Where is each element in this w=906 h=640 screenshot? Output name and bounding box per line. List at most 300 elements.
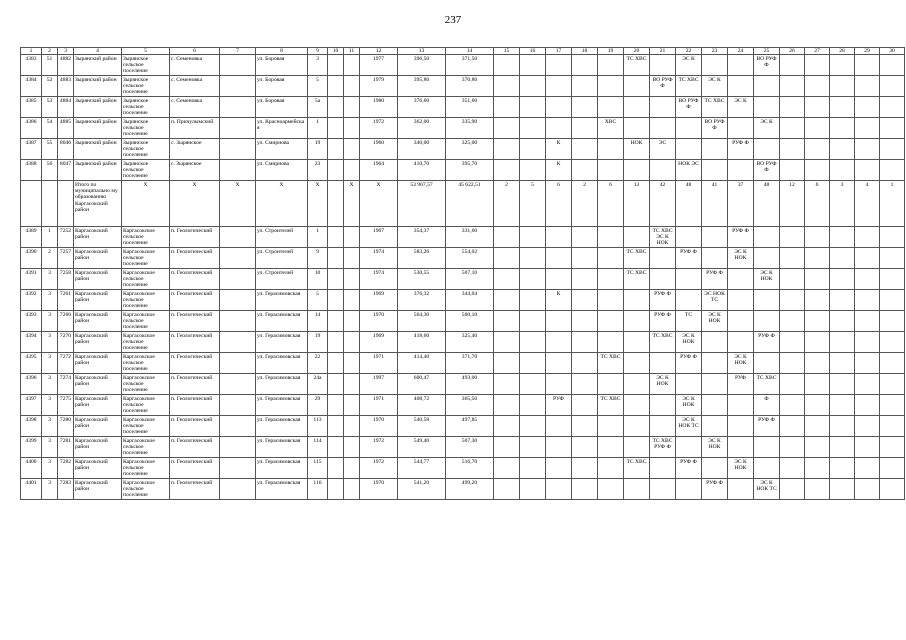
table-cell: Итого по муниципально му образованию Каргасокский район: [74, 181, 122, 227]
table-row: [21, 353, 905, 374]
table-cell: ВО РУФ Ф: [754, 160, 780, 181]
table-cell: [220, 118, 256, 139]
table-cell: [880, 437, 905, 458]
table-cell: 7282: [58, 458, 74, 479]
column-number: 15: [494, 48, 520, 55]
table-cell: [855, 248, 880, 269]
table-cell: [830, 139, 855, 160]
table-cell: [344, 458, 360, 479]
table-cell: Каргасокский район: [74, 332, 122, 353]
table-cell: [880, 227, 905, 248]
table-cell: [328, 97, 344, 118]
table-cell: 1: [308, 227, 328, 248]
table-cell: 1971: [360, 353, 398, 374]
table-cell: Каргасокский район: [74, 311, 122, 332]
table-cell: [805, 118, 830, 139]
table-cell: [855, 458, 880, 479]
table-row: [21, 311, 905, 332]
table-cell: [344, 416, 360, 437]
table-cell: 4385: [21, 97, 42, 118]
table-row: [21, 160, 905, 181]
table-row: [21, 374, 905, 395]
table-cell: 1969: [360, 332, 398, 353]
table-cell: [220, 374, 256, 395]
table-cell: [702, 395, 728, 416]
table-cell: 4395: [21, 353, 42, 374]
table-cell: [855, 311, 880, 332]
table-cell: [624, 118, 650, 139]
table-cell: [572, 374, 598, 395]
table-cell: [855, 227, 880, 248]
table-cell: [520, 416, 546, 437]
table-cell: 3: [42, 437, 58, 458]
table-cell: [546, 269, 572, 290]
column-number: 12: [360, 48, 398, 55]
table-cell: [220, 395, 256, 416]
table-cell: 1972: [360, 437, 398, 458]
table-cell: [520, 76, 546, 97]
table-cell: [520, 55, 546, 76]
table-cell: 4882: [58, 55, 74, 76]
table-cell: 2: [42, 248, 58, 269]
table-cell: [830, 311, 855, 332]
table-cell: 408,72: [398, 395, 446, 416]
table-cell: 3: [42, 479, 58, 500]
table-cell: 4396: [21, 374, 42, 395]
table-cell: 351,60: [446, 97, 494, 118]
column-number: 13: [398, 48, 446, 55]
table-cell: [572, 269, 598, 290]
table-cell: 7280: [58, 416, 74, 437]
table-cell: [624, 353, 650, 374]
table-cell: 376,60: [398, 97, 446, 118]
table-cell: [650, 479, 676, 500]
table-cell: 410,70: [398, 160, 446, 181]
table-cell: [855, 437, 880, 458]
table-cell: [598, 160, 624, 181]
table-cell: РУФ Ф: [728, 227, 754, 248]
table-cell: п. Геологический: [170, 374, 220, 395]
table-cell: [520, 227, 546, 248]
table-cell: [702, 416, 728, 437]
table-cell: 56: [42, 160, 58, 181]
table-cell: 325,40: [446, 332, 494, 353]
table-cell: [855, 332, 880, 353]
table-cell: [880, 479, 905, 500]
table-cell: [344, 227, 360, 248]
table-cell: 5а: [308, 97, 328, 118]
table-cell: ул. Герасимовская: [256, 374, 308, 395]
table-cell: [754, 290, 780, 311]
table-cell: [830, 160, 855, 181]
table-cell: ТС ХВС ЭС К НОК: [650, 227, 676, 248]
table-cell: п. Геологический: [170, 416, 220, 437]
column-number: 4: [74, 48, 122, 55]
table-cell: Каргасокский район: [74, 416, 122, 437]
table-cell: 7272: [58, 353, 74, 374]
table-cell: 6: [546, 181, 572, 227]
table-cell: [650, 118, 676, 139]
table-cell: [805, 437, 830, 458]
table-cell: [805, 374, 830, 395]
table-cell: [676, 437, 702, 458]
table-cell: 4399: [21, 437, 42, 458]
column-number: 27: [805, 48, 830, 55]
column-number: 11: [344, 48, 360, 55]
table-cell: 395,80: [398, 76, 446, 97]
table-cell: РУФ: [728, 374, 754, 395]
table-cell: 1960: [360, 139, 398, 160]
column-number: 10: [328, 48, 344, 55]
table-cell: [702, 227, 728, 248]
table-cell: РУФ Ф: [702, 479, 728, 500]
table-cell: ЭС К НОК: [676, 332, 702, 353]
table-cell: 540,58: [398, 416, 446, 437]
table-cell: Каргасокское сельское поселение: [122, 458, 170, 479]
table-cell: [546, 374, 572, 395]
table-cell: [880, 97, 905, 118]
table-cell: [624, 395, 650, 416]
table-cell: [598, 290, 624, 311]
table-cell: 370,80: [446, 76, 494, 97]
table-cell: п. Геологический: [170, 353, 220, 374]
column-number: 21: [650, 48, 676, 55]
table-cell: Каргасокское сельское поселение: [122, 269, 170, 290]
table-cell: [598, 269, 624, 290]
table-cell: [546, 353, 572, 374]
table-cell: [546, 458, 572, 479]
table-cell: [880, 332, 905, 353]
table-cell: ВО РУФ Ф: [702, 118, 728, 139]
table-cell: 4400: [21, 458, 42, 479]
table-cell: [830, 437, 855, 458]
table-cell: 3: [42, 416, 58, 437]
table-cell: 19: [308, 139, 328, 160]
table-cell: ХВС: [598, 118, 624, 139]
table-cell: [880, 395, 905, 416]
table-cell: 4390: [21, 248, 42, 269]
table-cell: [728, 290, 754, 311]
table-cell: Каргасокское сельское поселение: [122, 332, 170, 353]
table-cell: [328, 269, 344, 290]
table-cell: [780, 227, 805, 248]
table-cell: 54: [42, 118, 58, 139]
table-cell: [780, 374, 805, 395]
table-cell: 8046: [58, 139, 74, 160]
table-cell: [328, 290, 344, 311]
table-cell: РУФ Ф: [728, 139, 754, 160]
table-cell: ЭС К: [676, 55, 702, 76]
table-cell: 1970: [360, 416, 398, 437]
table-cell: [598, 332, 624, 353]
table-cell: [830, 479, 855, 500]
table-row: [21, 332, 905, 353]
table-cell: ЭС НОК ТС: [702, 290, 728, 311]
table-cell: К: [546, 139, 572, 160]
table-row: [21, 437, 905, 458]
column-number: 7: [220, 48, 256, 55]
table-cell: [624, 416, 650, 437]
table-cell: [572, 437, 598, 458]
table-cell: [702, 374, 728, 395]
table-cell: [676, 290, 702, 311]
table-cell: 1977: [360, 55, 398, 76]
table-cell: [805, 227, 830, 248]
table-cell: 1979: [360, 76, 398, 97]
table-cell: 5: [520, 181, 546, 227]
table-cell: ТС ХВС: [754, 374, 780, 395]
table-cell: [494, 416, 520, 437]
column-number: 6: [170, 48, 220, 55]
table-cell: 4885: [58, 118, 74, 139]
table-cell: Каргасокский район: [74, 269, 122, 290]
table-cell: Зырянское сельское поселение: [122, 97, 170, 118]
table-cell: [805, 416, 830, 437]
table-cell: [520, 437, 546, 458]
table-cell: ЭС К: [754, 118, 780, 139]
table-cell: 8047: [58, 160, 74, 181]
table-cell: [598, 311, 624, 332]
table-cell: ул. Боровая: [256, 76, 308, 97]
table-row: [21, 227, 905, 248]
table-cell: Каргасокское сельское поселение: [122, 395, 170, 416]
table-row: [21, 269, 905, 290]
table-cell: 1: [42, 227, 58, 248]
table-cell: [780, 437, 805, 458]
table-cell: Х: [360, 181, 398, 227]
table-cell: [328, 118, 344, 139]
table-cell: [520, 290, 546, 311]
table-cell: 541,20: [398, 479, 446, 500]
table-cell: [702, 458, 728, 479]
table-cell: 516,70: [446, 458, 494, 479]
table-cell: ЭС К НОК: [676, 395, 702, 416]
table-cell: Зырянское сельское поселение: [122, 55, 170, 76]
table-cell: [344, 269, 360, 290]
table-cell: [598, 248, 624, 269]
table-row: [21, 416, 905, 437]
table-cell: [572, 76, 598, 97]
table-cell: [598, 416, 624, 437]
table-cell: [520, 395, 546, 416]
table-cell: п. Геологический: [170, 227, 220, 248]
table-cell: с. Зырянское: [170, 139, 220, 160]
table-cell: [780, 118, 805, 139]
table-cell: [855, 353, 880, 374]
table-cell: [520, 160, 546, 181]
table-cell: [754, 139, 780, 160]
table-cell: ул. Герасимовская: [256, 290, 308, 311]
table-cell: 507,10: [446, 269, 494, 290]
table-cell: 396,50: [398, 55, 446, 76]
table-cell: 23: [308, 160, 328, 181]
table-cell: ЭС К НОК: [754, 269, 780, 290]
table-cell: 395,70: [446, 160, 494, 181]
table-cell: 344,04: [446, 290, 494, 311]
table-cell: 1974: [360, 248, 398, 269]
table-cell: ТС ХВС: [624, 55, 650, 76]
table-cell: Зырянский район: [74, 139, 122, 160]
table-cell: 4: [855, 181, 880, 227]
table-cell: [328, 311, 344, 332]
table-cell: [220, 416, 256, 437]
table-cell: 4386: [21, 118, 42, 139]
table-cell: 3: [42, 269, 58, 290]
table-row: [21, 290, 905, 311]
table-cell: [855, 97, 880, 118]
table-cell: Зырянское сельское поселение: [122, 76, 170, 97]
table-cell: [494, 227, 520, 248]
table-cell: 335,90: [446, 118, 494, 139]
table-cell: РУФ Ф: [754, 332, 780, 353]
table-cell: РУФ Ф: [676, 353, 702, 374]
table-cell: [780, 248, 805, 269]
table-cell: Каргасокское сельское поселение: [122, 416, 170, 437]
table-cell: ул. Герасимовская: [256, 437, 308, 458]
table-cell: [328, 416, 344, 437]
column-number: 18: [572, 48, 598, 55]
table-cell: [880, 311, 905, 332]
table-cell: Каргасокское сельское поселение: [122, 437, 170, 458]
table-cell: с. Семеновка: [170, 97, 220, 118]
table-cell: 7270: [58, 332, 74, 353]
column-number: 9: [308, 48, 328, 55]
table-cell: [344, 290, 360, 311]
table-cell: [546, 479, 572, 500]
table-cell: [520, 332, 546, 353]
table-cell: [572, 290, 598, 311]
table-cell: ТС ХВС: [598, 353, 624, 374]
table-cell: 4397: [21, 395, 42, 416]
table-cell: [805, 353, 830, 374]
table-cell: ул. Герасимовская: [256, 353, 308, 374]
table-cell: Каргасокское сельское поселение: [122, 353, 170, 374]
table-cell: 331,60: [446, 227, 494, 248]
table-cell: [494, 290, 520, 311]
table-cell: [855, 374, 880, 395]
table-cell: ТС: [676, 311, 702, 332]
table-cell: 564,30: [398, 311, 446, 332]
table-cell: [572, 416, 598, 437]
table-cell: 583,26: [398, 248, 446, 269]
table-cell: [805, 97, 830, 118]
table-cell: 7261: [58, 290, 74, 311]
table-cell: 6: [805, 181, 830, 227]
table-cell: п. Геологический: [170, 479, 220, 500]
table-cell: [830, 97, 855, 118]
table-cell: [572, 458, 598, 479]
table-cell: [598, 458, 624, 479]
table-row: [21, 395, 905, 416]
table-cell: [546, 437, 572, 458]
table-cell: РУФ Ф: [754, 416, 780, 437]
table-cell: [702, 139, 728, 160]
table-cell: ЭС К: [728, 97, 754, 118]
table-cell: 3: [42, 374, 58, 395]
table-cell: ул. Герасимовская: [256, 332, 308, 353]
table-cell: 45 622,51: [446, 181, 494, 227]
table-cell: Каргасокский район: [74, 458, 122, 479]
table-cell: [728, 437, 754, 458]
table-cell: [880, 55, 905, 76]
column-number-row: [21, 48, 905, 55]
table-cell: [830, 374, 855, 395]
table-cell: [880, 353, 905, 374]
table-cell: п. Геологический: [170, 269, 220, 290]
table-cell: ЭС К НОК: [650, 374, 676, 395]
table-cell: [546, 97, 572, 118]
table-cell: [624, 332, 650, 353]
table-cell: [494, 374, 520, 395]
table-cell: [220, 97, 256, 118]
table-cell: РУФ Ф: [676, 248, 702, 269]
table-row: [21, 139, 905, 160]
table-cell: 362,00: [398, 118, 446, 139]
table-cell: 24а: [308, 374, 328, 395]
table-cell: 14: [308, 311, 328, 332]
table-cell: [344, 248, 360, 269]
table-cell: [754, 248, 780, 269]
table-cell: ВО РУФ Ф: [676, 97, 702, 118]
table-cell: Каргасокский район: [74, 227, 122, 248]
table-cell: [328, 374, 344, 395]
table-row: [21, 458, 905, 479]
table-cell: 7281: [58, 437, 74, 458]
table-cell: с. Семеновка: [170, 76, 220, 97]
table-cell: [805, 458, 830, 479]
table-cell: [880, 160, 905, 181]
table-cell: Х: [220, 181, 256, 227]
table-cell: [494, 395, 520, 416]
table-cell: 4884: [58, 97, 74, 118]
summary-row: [21, 181, 905, 227]
table-cell: [220, 437, 256, 458]
table-cell: [220, 248, 256, 269]
table-cell: ул. Герасимовская: [256, 479, 308, 500]
table-cell: 325,00: [446, 139, 494, 160]
table-cell: НОК: [624, 139, 650, 160]
table-cell: ул. Герасимовская: [256, 458, 308, 479]
table-cell: [624, 374, 650, 395]
column-number: 22: [676, 48, 702, 55]
table-cell: ул. Смирнова: [256, 160, 308, 181]
table-cell: 376,32: [398, 290, 446, 311]
table-cell: 1974: [360, 269, 398, 290]
table-cell: [780, 139, 805, 160]
table-cell: 7252: [58, 227, 74, 248]
table-cell: 3: [42, 290, 58, 311]
table-cell: [728, 332, 754, 353]
table-cell: Зырянское сельское поселение: [122, 160, 170, 181]
housing-register-table: [20, 47, 905, 500]
table-cell: п. Геологический: [170, 311, 220, 332]
table-cell: [520, 248, 546, 269]
table-cell: [676, 139, 702, 160]
table-cell: [855, 55, 880, 76]
table-cell: [624, 76, 650, 97]
table-cell: [494, 139, 520, 160]
table-cell: ЭС К НОК: [728, 458, 754, 479]
column-number: 16: [520, 48, 546, 55]
table-cell: п. Геологический: [170, 248, 220, 269]
table-cell: 549,40: [398, 437, 446, 458]
table-cell: 29: [308, 395, 328, 416]
table-cell: 9: [308, 248, 328, 269]
table-cell: [520, 374, 546, 395]
table-cell: ЭС К НОК: [728, 353, 754, 374]
column-number: 14: [446, 48, 494, 55]
table-cell: [344, 332, 360, 353]
